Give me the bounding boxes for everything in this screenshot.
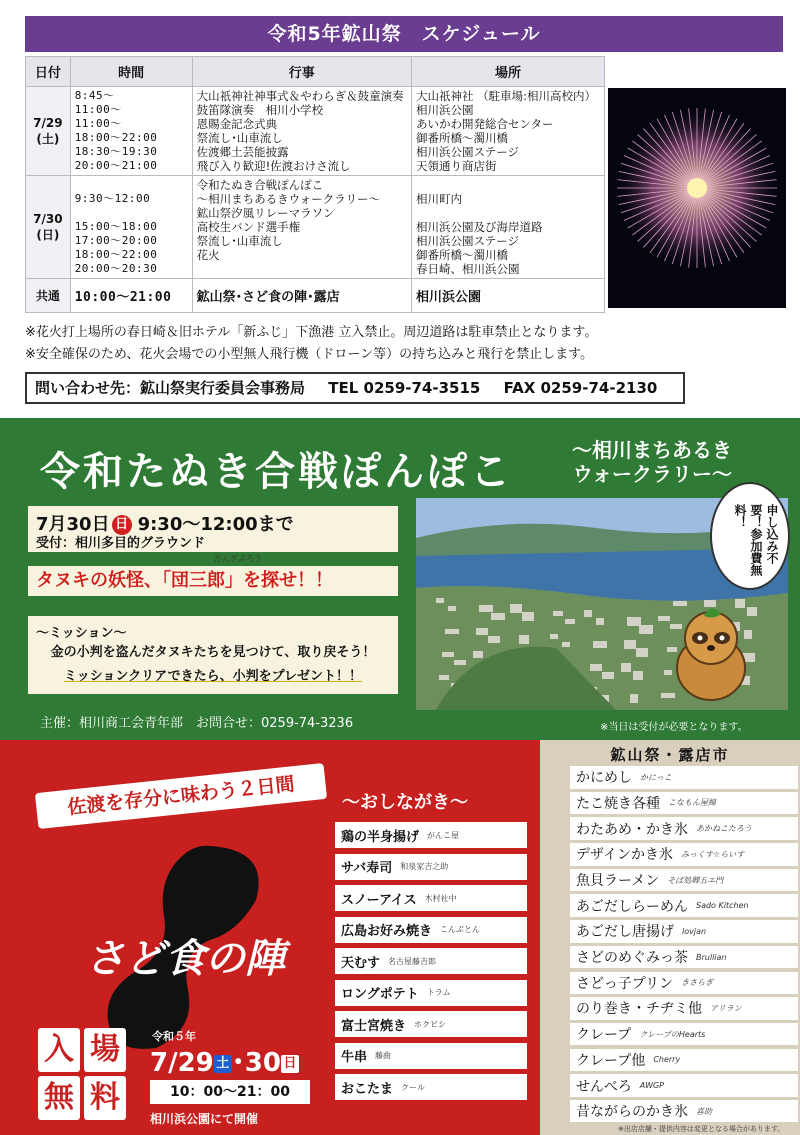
schedule-day-row	[26, 87, 605, 176]
stalls-section	[540, 740, 800, 1135]
food-menu-item	[335, 1011, 527, 1037]
stall-item	[570, 972, 798, 995]
schedule-time-line: 15:00～18:00	[74, 220, 158, 233]
tanuki-organizer: 主催：相川商工会青年部 お問合せ：0259-74-3236	[40, 716, 354, 731]
saturday-badge: 土	[214, 1055, 232, 1073]
stall-item-shop: こなもん屋線	[668, 798, 716, 808]
schedule-event-line: 佐渡郷土芸能披露	[196, 145, 289, 159]
oshinagaki-heading: ～おしながき～	[342, 792, 468, 813]
food-item-name: サバ寿司	[341, 861, 393, 876]
speech-bubble-text: 申し込み不要！参加費無料！	[733, 504, 779, 576]
food-menu-item	[335, 948, 527, 974]
stalls-note: ※出店店舗・提供内容は変更となる場合があります。	[618, 1125, 785, 1133]
schedule-event-cell	[192, 87, 411, 176]
schedule-event-line: 鉱山祭汐風リレーマラソン	[196, 206, 335, 220]
stall-item-shop: あかねこたろう	[696, 824, 752, 834]
food-item-shop: 和泉家吉之助	[400, 862, 449, 871]
stall-item-name: わたあめ・かき氷	[576, 821, 688, 838]
stall-item-shop: Cherry	[653, 1055, 681, 1065]
contact-box	[25, 372, 685, 404]
header-time: 時間	[70, 57, 192, 87]
schedule-title: 令和5年鉱山祭 スケジュール	[25, 16, 783, 52]
tanuki-title: 令和たぬき合戦ぽんぽこ	[40, 449, 513, 495]
food-era: 令和５年	[152, 1030, 196, 1043]
schedule-place-line: 御番所橋～濁川橋	[415, 131, 508, 145]
mission-box	[28, 616, 398, 694]
header-date: 日付	[26, 57, 71, 87]
sado-shoku-no-jin-logo	[60, 840, 310, 1055]
tanuki-subtitle-line2: ウォークラリー～	[572, 462, 732, 486]
schedule-place-cell	[411, 87, 604, 176]
schedule-time-cell	[70, 87, 192, 176]
food-item-name: 天むす	[341, 955, 381, 971]
schedule-table	[25, 56, 605, 313]
stall-item-shop: lovjan	[682, 926, 707, 936]
stalls-list	[570, 766, 798, 1126]
tanuki-date-time: 9:30～12:00まで	[137, 514, 294, 535]
schedule-event-line: 高校生バンド選手権	[196, 220, 301, 234]
stall-item-shop: 喜助	[696, 1106, 712, 1116]
free-admission-badge	[38, 1028, 126, 1120]
food-item-shop: ホクビシ	[414, 1019, 447, 1029]
food-date-sep: ･	[231, 1048, 245, 1078]
contact-label: 問い合わせ先：鉱山祭実行委員会事務局	[35, 379, 306, 397]
stall-item-name: クレープ他	[576, 1052, 646, 1069]
tanuki-subtitle	[572, 438, 732, 486]
tanuki-search-text: タヌキの妖怪、「団三郎」を探せ！！	[36, 570, 333, 591]
schedule-place-line: 相川町内	[415, 192, 462, 206]
food-item-shop: こんぶとん	[440, 925, 481, 934]
schedule-place-cell	[411, 176, 604, 279]
note-drone: ※安全確保のため、花火会場での小型無人飛行機（ドローン等）の持ち込みと飛行を禁止します。	[25, 347, 594, 362]
schedule-time-cell	[70, 176, 192, 279]
stall-item	[570, 792, 798, 815]
schedule-event-line: 花火	[196, 248, 220, 262]
stall-item-shop: Brullian	[696, 952, 727, 962]
stall-item-name: せんべろ	[576, 1078, 632, 1095]
stall-item	[570, 920, 798, 943]
food-menu-list	[335, 822, 527, 1106]
schedule-time-line: 20:00～21:00	[74, 159, 158, 172]
food-venue: 相川浜公園にて開催	[150, 1112, 259, 1126]
schedule-event-cell	[192, 176, 411, 279]
food-item-name: おこたま	[341, 1081, 394, 1097]
schedule-event-line: 恩賜金記念式典	[196, 117, 278, 131]
schedule-section	[0, 0, 800, 415]
food-catchphrase: 佐渡を存分に味わう２日間	[35, 763, 327, 829]
food-item-shop: トラム	[426, 988, 451, 997]
schedule-time-line: 9:30～12:00	[74, 192, 151, 205]
stall-item	[570, 817, 798, 840]
stall-item	[570, 869, 798, 892]
schedule-time-line	[75, 178, 188, 192]
food-menu-item	[335, 854, 527, 880]
schedule-day-row	[26, 176, 605, 279]
food-menu-item	[335, 980, 527, 1006]
stall-item-shop: AWGP	[639, 1081, 664, 1090]
common-label: 共通	[26, 279, 71, 313]
stall-item-name: あごだしらーめん	[576, 898, 688, 915]
schedule-event-line: 祭流し･山車流し	[196, 234, 283, 248]
stall-item-shop: みっくす☆らいす	[681, 849, 745, 859]
stall-item	[570, 997, 798, 1020]
food-menu-item	[335, 1074, 527, 1100]
schedule-time-line: 18:00～22:00	[74, 131, 158, 144]
stall-item-name: たこ焼き各種	[576, 795, 660, 812]
common-row	[26, 279, 605, 313]
tanuki-reception: 受付：相川多目的グラウンド	[36, 536, 206, 551]
food-menu-item	[335, 1043, 527, 1069]
stall-item-shop: Sado Kitchen	[696, 901, 749, 911]
schedule-time-line: 11:00～	[74, 103, 122, 116]
common-place: 相川浜公園	[411, 279, 604, 313]
schedule-place-line: 春日崎、相川浜公園	[415, 262, 520, 276]
food-date-start: 7/29	[150, 1048, 214, 1078]
schedule-time-line: 18:30～19:30	[74, 145, 158, 158]
firework-photo	[608, 88, 786, 308]
stall-item-name: 魚貝ラーメン	[576, 873, 660, 889]
stall-item	[570, 894, 798, 917]
header-place: 場所	[411, 57, 604, 87]
food-item-name: 牛串	[341, 1050, 368, 1065]
admit-char-4: 料	[84, 1076, 126, 1120]
food-item-shop: 藤曲	[375, 1051, 392, 1060]
schedule-time-line: 17:00～20:00	[74, 234, 158, 247]
admit-char-1: 入	[38, 1028, 80, 1072]
contact-fax: FAX 0259-74-2130	[503, 379, 658, 397]
schedule-time-line: 11:00～	[74, 117, 122, 130]
schedule-place-line: 天領通り商店街	[415, 159, 497, 173]
stall-item	[570, 766, 798, 789]
stall-item-shop: クレープのHearts	[639, 1029, 706, 1039]
tanuki-date-day: 7月30日	[36, 514, 110, 535]
schedule-event-line	[197, 262, 407, 276]
food-date-end: 30	[244, 1048, 281, 1078]
schedule-place-line	[416, 178, 600, 192]
stall-item-name: あごだし唐揚げ	[576, 924, 674, 941]
food-item-shop: クール	[401, 1082, 425, 1092]
stall-item-shop: きさらぎ	[681, 978, 714, 988]
schedule-place-line: 相川浜公園	[415, 103, 474, 117]
stall-item-name: かにめし	[576, 770, 632, 787]
tanuki-info-box	[28, 506, 398, 552]
note-fireworks: ※花火打上場所の春日崎＆旧ホテル「新ふじ」下漁港 立入禁止。周辺道路は駐車禁止となります。	[25, 325, 598, 340]
stalls-title: 鉱山祭・露店市	[610, 746, 730, 764]
firework-illustration	[608, 88, 786, 308]
common-event: 鉱山祭･さど食の陣･露店	[192, 279, 411, 313]
stall-item	[570, 946, 798, 969]
stall-item	[570, 1100, 798, 1123]
mission-line-2: ミッションクリアできたら、小判をプレゼント！！	[63, 669, 363, 684]
food-dates	[150, 1042, 299, 1079]
schedule-time-line: 18:00～22:00	[74, 248, 158, 261]
schedule-event-line: 鼓笛隊演奏 相川小学校	[196, 103, 324, 117]
food-item-name: 鶏の半身揚げ	[341, 829, 420, 845]
stall-item-shop: アリラン	[710, 1003, 742, 1013]
schedule-event-line: ～相川まちあるきウォークラリー～	[196, 192, 381, 206]
sunday-badge-2: 日	[281, 1055, 299, 1073]
food-item-name: 富士宮焼き	[341, 1018, 407, 1034]
schedule-place-line: 相川浜公園及び海岸道路	[415, 220, 543, 234]
schedule-body	[26, 87, 605, 279]
mission-line-1: 金の小判を盗んだタヌキたちを見つけて、取り戻そう！	[50, 645, 376, 660]
stall-item	[570, 1074, 798, 1097]
admit-char-3: 無	[38, 1076, 80, 1120]
stall-item	[570, 843, 798, 866]
schedule-place-line: あいかわ開発総合センター	[415, 117, 554, 131]
schedule-notes	[25, 322, 597, 366]
sado-island-icon	[60, 840, 310, 1055]
schedule-event-line: 令和たぬき合戦ぽんぽこ	[196, 178, 324, 192]
food-item-shop: 木村社中	[424, 893, 457, 903]
schedule-event-line: 祭流し･山車流し	[196, 131, 283, 145]
food-menu-item	[335, 917, 527, 943]
schedule-place-line: 相川浜公園ステージ	[415, 145, 520, 159]
food-item-name: 広島お好み焼き	[341, 924, 433, 939]
sunday-badge: 日	[112, 515, 132, 535]
food-menu-item	[335, 885, 527, 911]
food-item-name: スノーアイス	[341, 892, 417, 908]
logo-text: さど食の陣	[85, 935, 285, 982]
schedule-place-line: 御番所橋～濁川橋	[415, 248, 508, 262]
admit-char-2: 場	[84, 1028, 126, 1072]
stall-item-name: さどのめぐみっ茶	[576, 950, 688, 967]
food-item-shop: 名古屋藤吉郎	[388, 956, 437, 966]
tanuki-note: ※当日は受付が必要となります。	[600, 722, 748, 733]
schedule-event-line: 飛び入り歓迎!佐渡おけさ流し	[196, 159, 351, 173]
schedule-place-line: 大山祇神社 （駐車場:相川高校内）	[415, 89, 597, 103]
tanuki-search-banner	[28, 554, 398, 596]
schedule-date: 7/30 (日)	[26, 176, 71, 279]
stall-item-name: のり巻き・チヂミ他	[576, 1001, 702, 1018]
common-time: 10:00～21:00	[70, 279, 192, 313]
tanuki-section	[0, 418, 800, 740]
stall-item	[570, 1049, 798, 1072]
stall-item-name: クレープ	[576, 1027, 632, 1044]
food-item-name: ロングポテト	[341, 987, 419, 1002]
food-item-shop: がんこ屋	[427, 830, 460, 840]
schedule-place-line: 相川浜公園ステージ	[415, 234, 520, 248]
mission-heading: ～ミッション～	[36, 626, 127, 641]
schedule-place-line	[416, 206, 600, 220]
food-section	[0, 740, 540, 1135]
header-event: 行事	[192, 57, 411, 87]
schedule-date: 7/29 (土)	[26, 87, 71, 176]
schedule-time-line: 20:00～20:30	[74, 262, 158, 275]
stall-item-shop: かにっこ	[640, 772, 672, 782]
schedule-time-line: 8:45～	[74, 89, 115, 102]
tanuki-subtitle-line1: ～相川まちあるき	[572, 438, 732, 462]
stall-item	[570, 1023, 798, 1046]
schedule-time-line	[75, 206, 188, 220]
contact-tel: TEL 0259-74-3515	[328, 379, 481, 397]
stall-item-name: デザインかき氷	[576, 847, 674, 864]
danzaburo-ruby: だんざぶろう	[214, 554, 262, 563]
food-menu-item	[335, 822, 527, 848]
stall-item-name: 昔ながらのかき氷	[576, 1104, 688, 1121]
schedule-event-line: 大山祇神社神事式＆やわらぎ＆鼓童演奏	[196, 89, 404, 103]
stall-item-name: さどっ子プリン	[576, 975, 674, 992]
stall-item-shop: そば処卿五エ門	[667, 875, 724, 885]
food-hours: 10：00～21：00	[150, 1080, 310, 1104]
